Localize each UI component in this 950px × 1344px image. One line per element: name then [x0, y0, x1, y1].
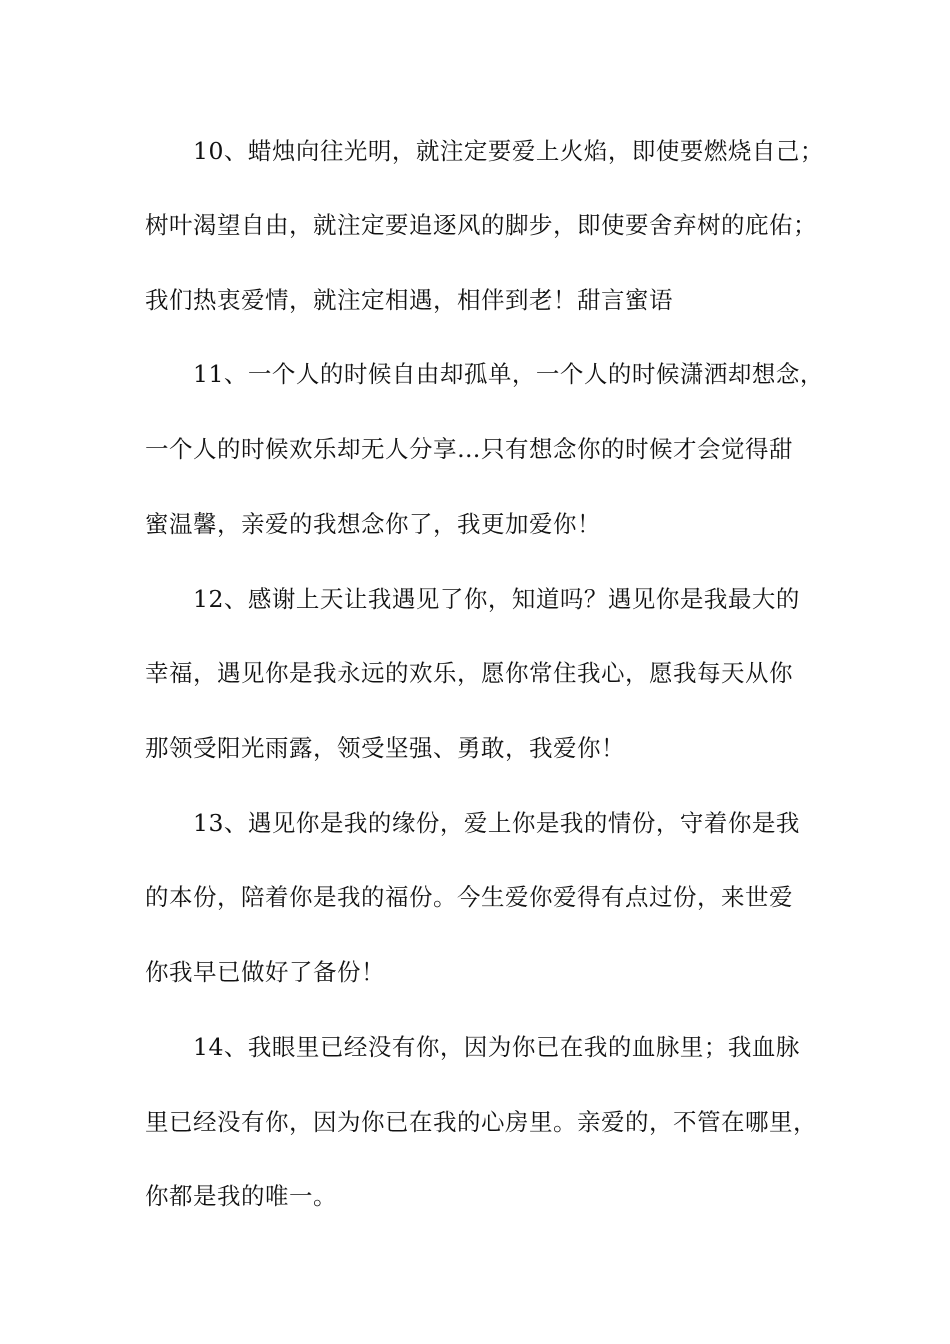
paragraph-13-line-3: 你我早已做好了备份！ [145, 958, 385, 986]
paragraph-14-line-2: 里已经没有你，因为你已在我的心房里。亲爱的，不管在哪里， [145, 1108, 817, 1136]
paragraph-11-line-3: 蜜温馨，亲爱的我想念你了，我更加爱你！ [145, 510, 601, 538]
paragraph-12-line-3: 那领受阳光雨露，领受坚强、勇敢，我爱你！ [145, 734, 625, 762]
paragraph-13-line-2: 的本份，陪着你是我的福份。今生爱你爱得有点过份，来世爱 [145, 883, 793, 911]
paragraph-11-line-1: 11、一个人的时候自由却孤单，一个人的时候潇洒却想念， [193, 360, 824, 388]
paragraph-12-line-2: 幸福，遇见你是我永远的欢乐，愿你常住我心，愿我每天从你 [145, 659, 793, 687]
paragraph-11-line-2: 一个人的时候欢乐却无人分享…只有想念你的时候才会觉得甜 [145, 435, 793, 463]
paragraph-14-line-1: 14、我眼里已经没有你，因为你已在我的血脉里；我血脉 [193, 1033, 800, 1061]
paragraph-10-line-1: 10、蜡烛向往光明，就注定要爱上火焰，即使要燃烧自己； [193, 137, 824, 165]
paragraph-14-line-3: 你都是我的唯一。 [145, 1182, 337, 1210]
paragraph-13-line-1: 13、遇见你是我的缘份，爱上你是我的情份，守着你是我 [193, 809, 800, 837]
paragraph-10-line-2: 树叶渴望自由，就注定要追逐风的脚步，即使要舍弃树的庇佑； [145, 211, 817, 239]
paragraph-12-line-1: 12、感谢上天让我遇见了你，知道吗？遇见你是我最大的 [193, 585, 800, 613]
paragraph-10-line-3: 我们热衷爱情，就注定相遇，相伴到老！甜言蜜语 [145, 286, 673, 314]
